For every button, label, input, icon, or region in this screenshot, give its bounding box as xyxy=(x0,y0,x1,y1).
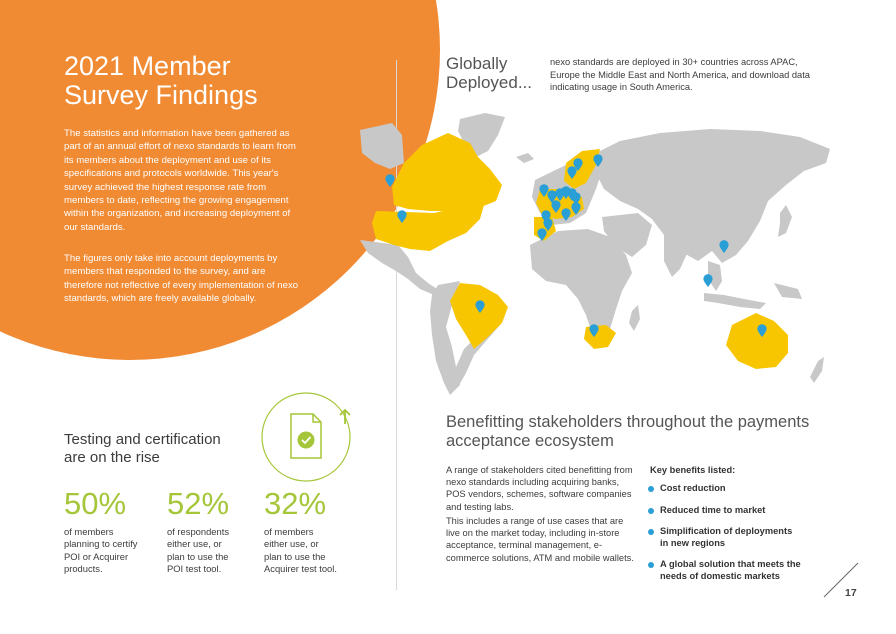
stat-value: 32% xyxy=(264,486,327,521)
map-pin-icon xyxy=(703,274,712,287)
stat-value: 52% xyxy=(167,486,230,521)
bullet-dot-icon xyxy=(648,486,654,492)
globally-deployed-title-line-2: Deployed... xyxy=(446,73,532,92)
testing-title-line-2: are on the rise xyxy=(64,449,160,466)
key-benefits-list xyxy=(648,483,848,593)
testing-title-line-1: Testing and certification xyxy=(64,431,221,448)
stat-desc-line: of respondents xyxy=(167,526,230,537)
stat-desc-line: either use, or xyxy=(264,538,319,550)
intro-paragraph: The statistics and information have been gathered as part of an annual effort of nexo standards to learn from its members about the deployment and use of its specifications and protocols worldwide. This year's survey achieved the highest response rate from members to date, reflecting the growing engagement within the organization, and increasing deployment of our standards. xyxy=(64,128,296,233)
stat-description xyxy=(264,526,364,575)
benefits-title-line-2: acceptance ecosystem xyxy=(446,432,614,450)
stat-desc-line: products. xyxy=(64,562,103,574)
list-item-text: in new regions xyxy=(660,537,726,548)
list-item-text: Cost reduction xyxy=(660,483,726,493)
stat-desc-line: either use, or xyxy=(167,538,222,550)
list-item-text: Simplification of deployments xyxy=(660,526,793,537)
certificate-check-icon xyxy=(261,392,361,482)
stat-desc-line: plan to use the xyxy=(264,550,326,562)
list-item-text: A global solution that meets the xyxy=(660,559,801,570)
disclaimer-paragraph: The figures only take into account deployments by members that responded to the survey, and are therefore not reflective of every implementation of nexo standards, which are freely available globally. xyxy=(64,253,299,305)
stat-desc-line: planning to certify xyxy=(64,538,138,550)
stat-desc-line: of members xyxy=(264,526,314,537)
survey-title-line-1: 2021 Member xyxy=(64,51,231,81)
stat-acquirer-test-tool xyxy=(264,486,364,575)
list-item xyxy=(648,505,848,517)
stakeholders-paragraph: A range of stakeholders cited benefitting from nexo standards including acquiring banks, POS vendors, schemes, software companies and testing labs. xyxy=(446,465,633,512)
survey-title xyxy=(64,52,294,110)
list-item xyxy=(648,483,848,495)
globally-deployed-title xyxy=(446,54,546,92)
benefits-title-line-1: Benefitting stakeholders throughout the payments xyxy=(446,413,810,431)
stat-description xyxy=(167,526,267,575)
benefits-title xyxy=(446,413,846,451)
stat-desc-line: POI or Acquirer xyxy=(64,550,129,562)
stat-poi-test-tool xyxy=(167,486,267,575)
stat-desc-line: POI test tool. xyxy=(167,562,222,574)
survey-title-line-2: Survey Findings xyxy=(64,80,258,110)
key-benefits-heading: Key benefits listed: xyxy=(650,465,736,475)
stat-certify xyxy=(64,486,164,575)
list-item-text: Reduced time to market xyxy=(660,504,766,515)
testing-title xyxy=(64,431,264,467)
stat-desc-line: of members xyxy=(64,526,114,537)
stat-desc-line: plan to use the xyxy=(167,550,229,562)
list-item xyxy=(648,526,848,549)
stat-description xyxy=(64,526,164,575)
list-item xyxy=(648,559,848,582)
use-cases-paragraph: This includes a range of use cases that are live on the market today, including in-store acceptance, terminal management, e-commerce solutions, ATM and mobile wallets. xyxy=(446,516,634,563)
bullet-dot-icon xyxy=(648,529,654,535)
stat-value: 50% xyxy=(64,486,127,521)
bullet-dot-icon xyxy=(648,562,654,568)
stat-desc-line: Acquirer test tool. xyxy=(264,562,337,574)
globally-deployed-title-line-1: Globally xyxy=(446,54,508,73)
list-item-text: needs of domestic markets xyxy=(660,570,780,581)
world-map xyxy=(320,105,840,405)
globally-deployed-text: nexo standards are deployed in 30+ countries across APAC, Europe the Middle East and North America, and download data indicating usage in South America. xyxy=(550,57,810,92)
bullet-dot-icon xyxy=(648,508,654,514)
page-number: 17 xyxy=(845,587,857,599)
